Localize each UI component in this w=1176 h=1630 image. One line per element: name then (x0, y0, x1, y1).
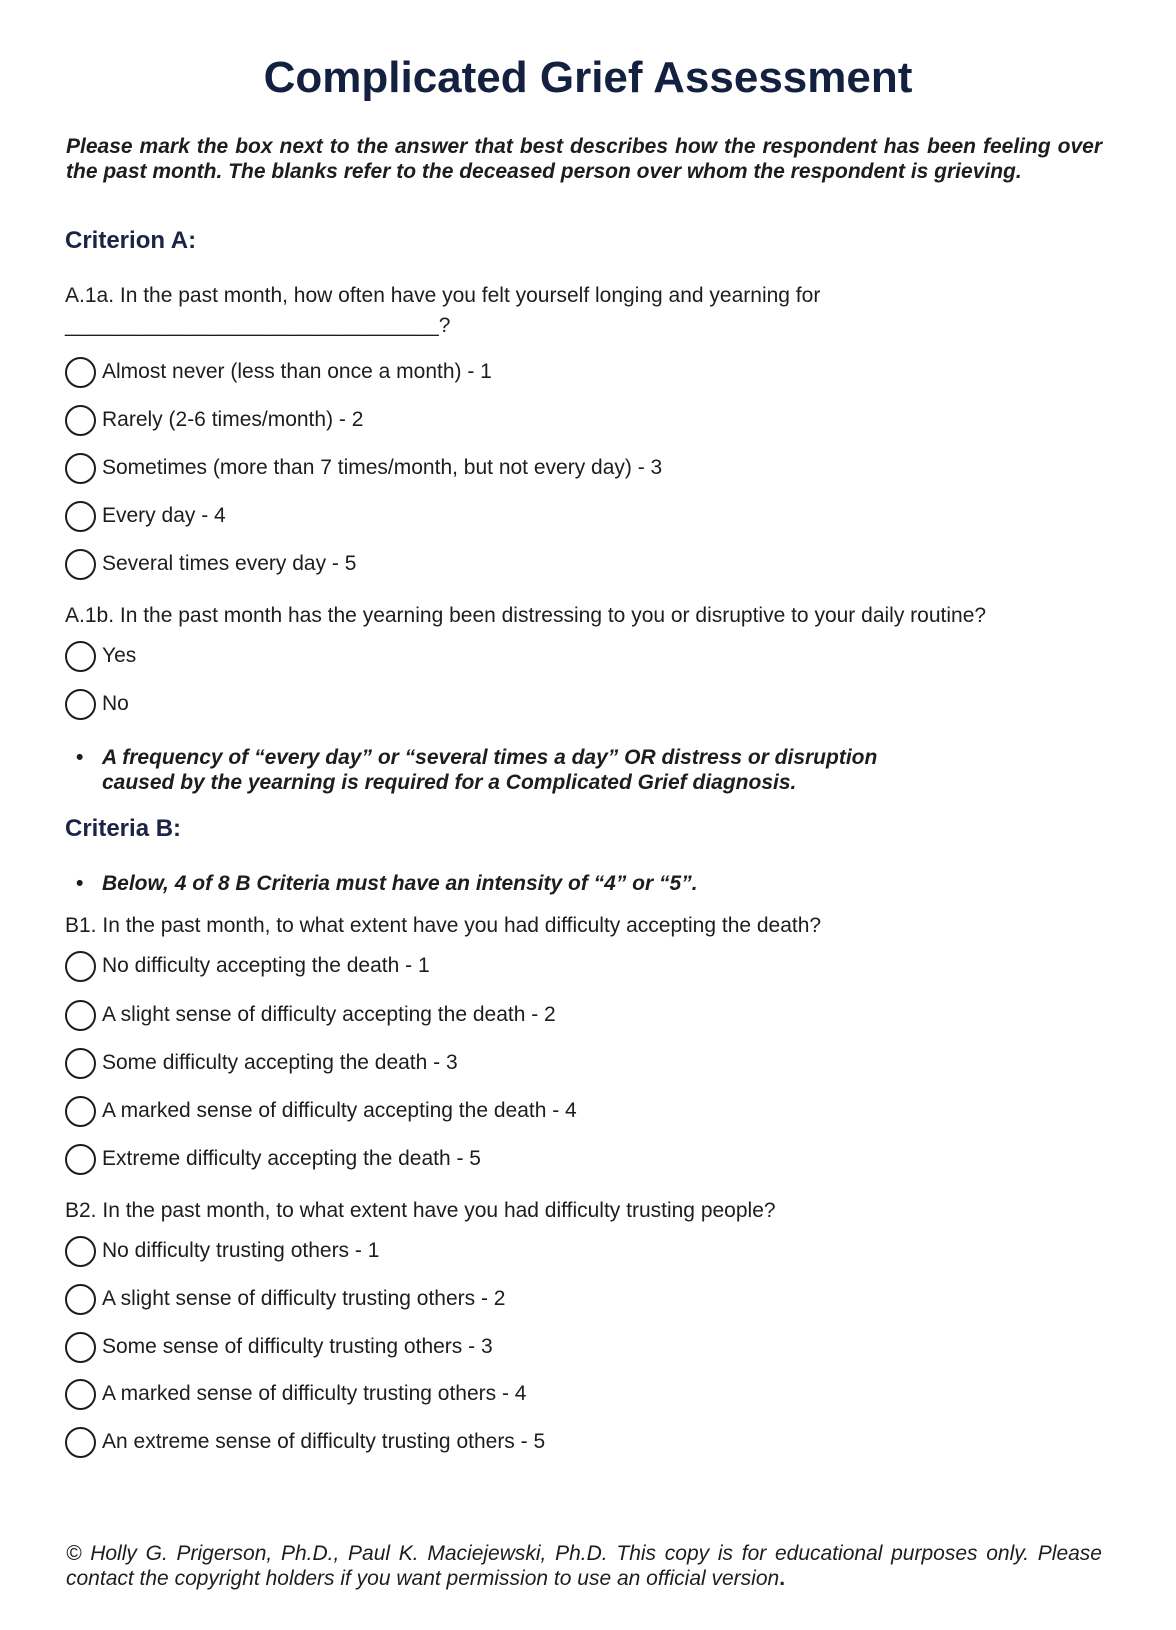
radio-circle-icon[interactable] (65, 405, 96, 436)
copyright-notice (66, 1542, 1102, 1591)
radio-circle-icon[interactable] (65, 1284, 96, 1315)
option-label: Every day - 4 (102, 504, 226, 527)
option-label: An extreme sense of difficulty trusting others - 5 (102, 1430, 546, 1453)
option-b1-1[interactable] (65, 948, 430, 984)
option-label: Almost never (less than once a month) - 1 (102, 360, 492, 383)
question-b2: B2. In the past month, to what extent have you had difficulty trusting people? (65, 1199, 776, 1222)
radio-circle-icon[interactable] (65, 453, 96, 484)
criterion-a-note: • A frequency of “every day” or “several times a day” OR distress or disruption caused by the yearning is required for a Complicated Grief diagnosis. (76, 746, 942, 795)
option-label: Sometimes (more than 7 times/month, but not every day) - 3 (102, 456, 663, 479)
option-label: Extreme difficulty accepting the death - 5 (102, 1147, 481, 1170)
copyright-text: © Holly G. Prigerson, Ph.D., Paul K. Maciejewski, Ph.D. This copy is for educational purposes only. Please contact the copyright holders if you want permission to use an official version (66, 1542, 1102, 1590)
radio-circle-icon[interactable] (65, 549, 96, 580)
option-b1-5[interactable] (65, 1141, 481, 1177)
option-label: No difficulty accepting the death - 1 (102, 954, 430, 977)
option-b2-3[interactable] (65, 1329, 493, 1365)
option-label: Some difficulty accepting the death - 3 (102, 1051, 458, 1074)
question-a1a-text: A.1a. In the past month, how often have you felt yourself longing and yearning for (65, 284, 821, 307)
option-b2-1[interactable] (65, 1233, 379, 1269)
option-label: A marked sense of difficulty trusting others - 4 (102, 1382, 527, 1405)
radio-circle-icon[interactable] (65, 1096, 96, 1127)
radio-circle-icon[interactable] (65, 1236, 96, 1267)
option-a1a-2[interactable] (65, 402, 363, 438)
option-label: A slight sense of difficulty trusting others - 2 (102, 1287, 506, 1310)
radio-circle-icon[interactable] (65, 1332, 96, 1363)
option-label: A slight sense of difficulty accepting the death - 2 (102, 1003, 556, 1026)
option-label: Some sense of difficulty trusting others - 3 (102, 1335, 493, 1358)
radio-circle-icon[interactable] (65, 689, 96, 720)
question-a1b: A.1b. In the past month has the yearning been distressing to you or disruptive to your daily routine? (65, 604, 987, 627)
option-a1b-yes[interactable] (65, 638, 136, 674)
radio-circle-icon[interactable] (65, 1144, 96, 1175)
option-b2-4[interactable] (65, 1376, 526, 1412)
option-a1a-3[interactable] (65, 450, 662, 486)
radio-circle-icon[interactable] (65, 951, 96, 982)
option-b1-2[interactable] (65, 997, 556, 1033)
option-label: A marked sense of difficulty accepting the death - 4 (102, 1099, 577, 1122)
option-label: Rarely (2-6 times/month) - 2 (102, 408, 364, 431)
instructions: Please mark the box next to the answer that best describes how the respondent has been feeling over the past month. The blanks refer to the deceased person over whom the respondent is grieving. (66, 135, 1102, 183)
option-a1a-5[interactable] (65, 546, 356, 582)
radio-circle-icon[interactable] (65, 1379, 96, 1410)
criteria-b-note: • Below, 4 of 8 B Criteria must have an intensity of “4” or “5”. (76, 872, 1002, 897)
copyright-end: . (779, 1566, 786, 1590)
option-b2-2[interactable] (65, 1281, 505, 1317)
question-a1a (65, 281, 820, 341)
option-b1-3[interactable] (65, 1045, 458, 1081)
option-label: No (102, 692, 129, 715)
radio-circle-icon[interactable] (65, 641, 96, 672)
page-title: Complicated Grief Assessment (263, 53, 913, 102)
option-label: No difficulty trusting others - 1 (102, 1239, 380, 1262)
criteria-b-heading: Criteria B: (65, 815, 182, 842)
radio-circle-icon[interactable] (65, 1427, 96, 1458)
criterion-a-heading: Criterion A: (65, 227, 197, 254)
question-a1a-blank: ________________________________? (65, 314, 451, 337)
option-label: Yes (102, 644, 137, 667)
radio-circle-icon[interactable] (65, 1048, 96, 1079)
option-a1b-no[interactable] (65, 686, 129, 722)
radio-circle-icon[interactable] (65, 1000, 96, 1031)
radio-circle-icon[interactable] (65, 357, 96, 388)
option-label: Several times every day - 5 (102, 552, 357, 575)
option-b2-5[interactable] (65, 1424, 545, 1460)
option-a1a-1[interactable] (65, 354, 492, 390)
question-b1: B1. In the past month, to what extent have you had difficulty accepting the death? (65, 914, 822, 937)
option-a1a-4[interactable] (65, 498, 226, 534)
option-b1-4[interactable] (65, 1093, 577, 1129)
radio-circle-icon[interactable] (65, 501, 96, 532)
